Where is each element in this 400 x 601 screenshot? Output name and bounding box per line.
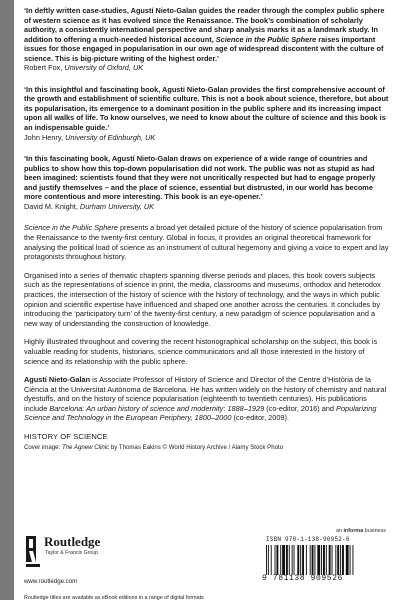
quote-text: ‘In this insightful and fascinating book, Agusti Nieto-Galan provides the first comprehensive account of the growth and establishment of scientific culture. This is not a book about science, therefore, but about its popularisation, its emergence to a dominant position in the public sphere and its increasing impact upon all walks of life. To know ourselves, we need to know about the culture of science and this book is an indispensable guide.’ — [24, 84, 389, 133]
subject-category: HISTORY OF SCIENCE — [24, 432, 108, 442]
isbn-label: ISBN 978-1-138-90952-6 — [266, 536, 350, 543]
endorsement-2 — [24, 85, 390, 142]
publisher-group: Taylor & Francis Group — [45, 550, 99, 556]
quote-attribution: David M. Knight, Durham University, UK — [24, 201, 155, 211]
author-bio: Agustí Nieto-Galan is Associate Professor of History of Science and Director of the Centre d’Història de la Ciència at the Universitat Autònoma de Barcelona. He has written widely on the history of chemistry and natural dyestuffs, and on the history of science popularisation (eighteenth to twentieth centuries). His publications include Barcelona: An urban history of science and modernity: 1888–1929 (co-editor, 2016) and Popularizing Science and Technology in the European Periphery, 1800–2000 (co-editor, 2009). — [24, 375, 387, 423]
description-paragraph-3: Highly illustrated throughout and covering the recent historiographical scholarship on the subject, this book is valuable reading for students, historians, science communicators and all those interested in the history of science and its relationship with the public sphere. — [24, 337, 378, 366]
quote-attribution: Robert Fox, University of Oxford, UK — [24, 63, 144, 73]
informa-badge: an informa business — [335, 528, 386, 534]
quote-text: ‘In this fascinating book, Agustí Nieto-Galan draws on experience of a wide range of countries and publics to show how this top-down popularisation did not work. The public was not as stupid as had been imagined: scientists found that they were not uncritically respected but had to engage properly and justify themselves – and the place of science, essential but distrusted, in our world has become more contentious and more interesting. This book is an eye-opener.’ — [24, 154, 376, 202]
description-paragraph-2: Organised into a series of thematic chapters spanning diverse periods and places, this book covers subjects such as the representations of science in print, the media, classrooms and museums, orthodox and heterodox practices, the intersection of the history of science with the history of technology, and the ways in which public opinion and scientific expertise have influenced and shaped one another across the centuries. It concludes by introducing the ‘participatory turn’ of the twenty-first century, a new paradigm of science popularisation and a new way of understanding the construction of knowledge. — [24, 270, 381, 328]
description-paragraph-1: Science in the Public Sphere presents a broad yet detailed picture of the history of science popularisation from the Renaissance to the twenty-first century. Global in focus, it provides an original theoretical framework for analysing the political load of science as an instrument of cultural hegemony and giving a voice to expert and lay protagonists throughout history. — [24, 223, 389, 262]
back-cover-text — [24, 6, 390, 451]
publisher-url[interactable]: www.routledge.com — [24, 578, 78, 585]
publisher-name: Routledge — [44, 534, 101, 549]
endorsement-1 — [24, 6, 390, 73]
spine-edge — [0, 0, 14, 600]
quote-text: ‘In deftly written case-studies, Agustí Nieto-Galan guides the reader through the complex public sphere of western science as it has evolved since the Renaissance. The book’s combination of scholarly authority, a consistently international perspective and sharp analysis marks it as a landmark study. In addition to offering a much-needed historical account, Science in the Public Sphere raises important issues for those engaged in popularisation in our own age of widespread discontent with the culture of science. This is big-picture writing of the highest order.’ — [24, 6, 385, 63]
barcode — [262, 534, 390, 586]
cover-credit: Cover image: The Agnew Clinic by Thomas Eakins © World History Archive / Alamy Stock Photo — [24, 444, 284, 452]
routledge-logo-icon — [24, 534, 42, 574]
ebook-note: Routledge titles are available as eBook editions in a range of digital formats — [24, 595, 204, 601]
barcode-bars — [266, 545, 382, 575]
publisher-footer — [24, 528, 390, 585]
quote-attribution: John Henry, University of Edinburgh, UK — [24, 132, 156, 142]
endorsement-3 — [24, 154, 390, 211]
ean-digits: 9 781138 909526 — [262, 574, 344, 583]
